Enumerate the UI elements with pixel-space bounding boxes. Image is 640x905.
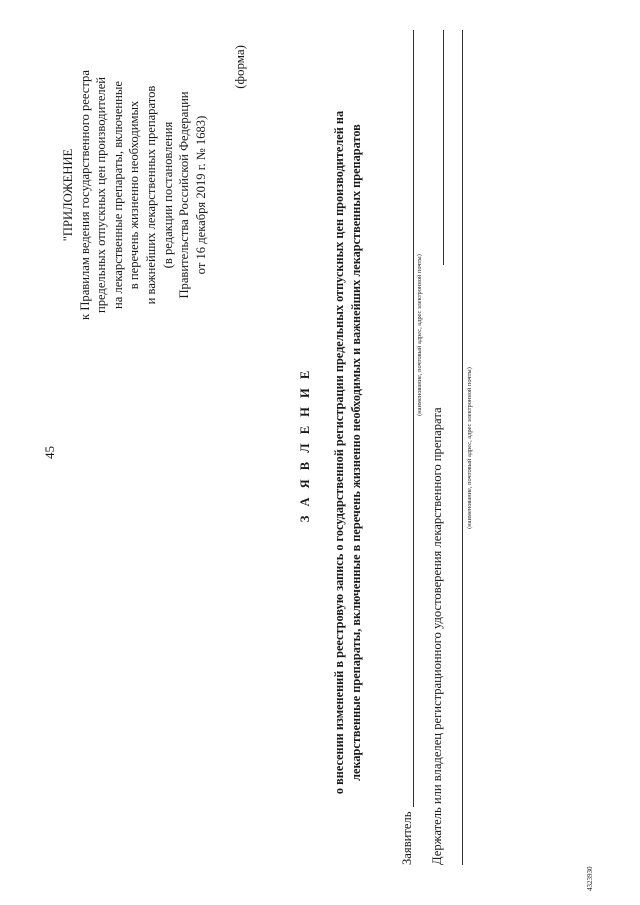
- appendix-block: [60, 45, 209, 345]
- holder-label: Держатель или владелец регистрационного удостоверения лекарственного препарата: [430, 407, 444, 865]
- document-code: 4323930: [586, 866, 594, 891]
- appendix-line: в перечень жизненно необходимых: [127, 100, 142, 290]
- appendix-line: "ПРИЛОЖЕНИЕ: [61, 148, 75, 242]
- applicant-line[interactable]: [413, 30, 414, 807]
- document-subtitle: [331, 0, 365, 905]
- holder-line-2[interactable]: [462, 30, 463, 865]
- appendix-line: и важнейших лекарственных препаратов: [143, 85, 158, 305]
- applicant-hint: (наименование, почтовый адрес, адрес электронной почты): [416, 254, 423, 416]
- holder-hint: (наименование, почтовый адрес, адрес электронной почты): [466, 367, 473, 529]
- subtitle-line: лекарственные препараты, включенные в перечень жизненно необходимых и важнейших лекарственных препаратов: [349, 124, 363, 781]
- appendix-line: Правительства Российской Федерации: [177, 91, 192, 299]
- appendix-line: к Правилам ведения государственного реестра: [77, 70, 92, 320]
- applicant-label: Заявитель: [400, 811, 414, 865]
- document-title: З А Я В Л Е Н И Е: [298, 367, 312, 523]
- appendix-line: предельных отпускных цен производителей: [94, 76, 109, 314]
- appendix-line: от 16 декабря 2019 г. № 1683): [193, 115, 208, 275]
- page-number: 45: [42, 446, 57, 459]
- form-label: (форма): [232, 45, 247, 89]
- appendix-line: на лекарственные препараты, включенные: [110, 81, 125, 309]
- appendix-line: (в редакции постановления: [160, 121, 175, 269]
- holder-line[interactable]: [443, 30, 444, 265]
- subtitle-line: о внесении изменений в реестровую запись о государственной регистрации предельных отпускных цен производителей на: [332, 110, 346, 795]
